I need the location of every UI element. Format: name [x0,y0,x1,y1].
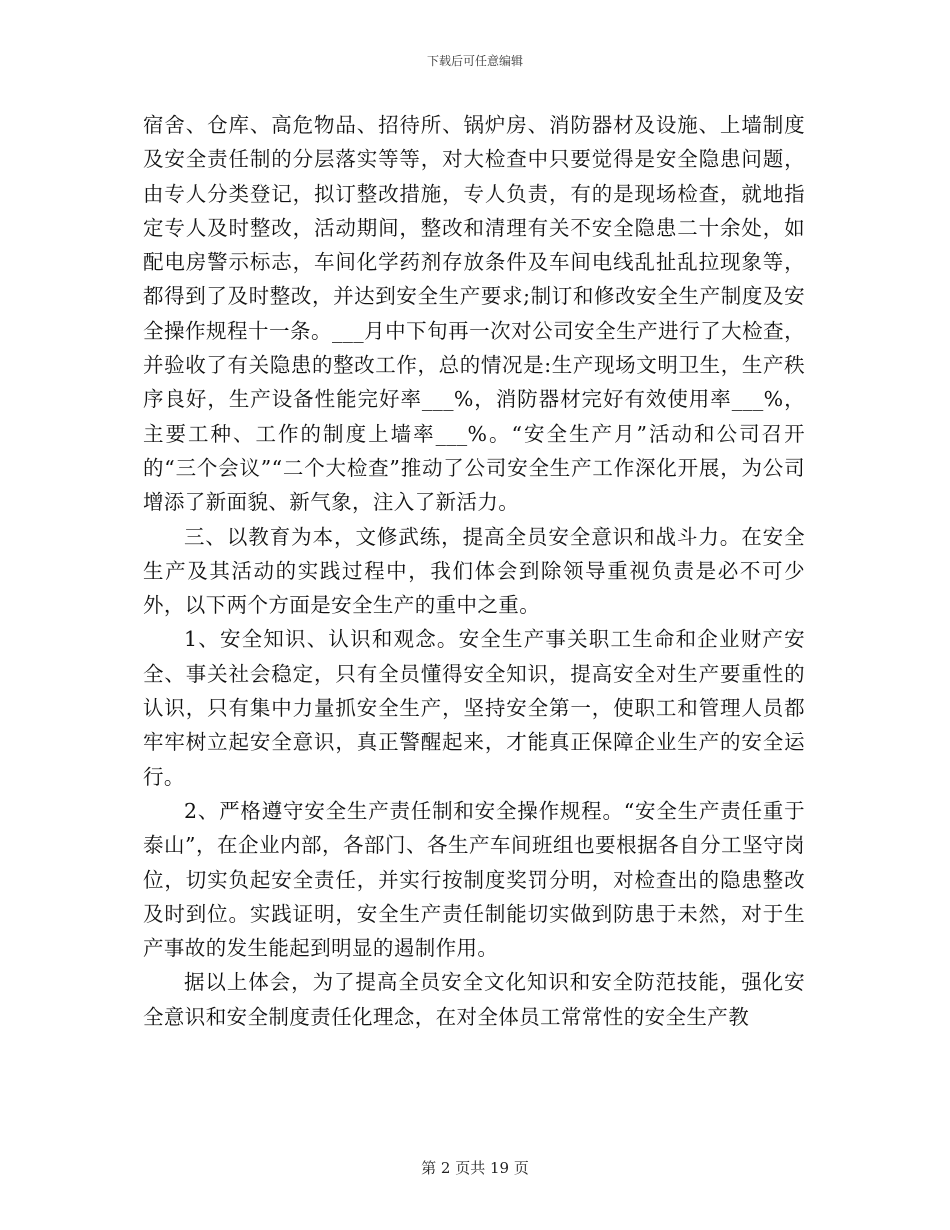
paragraph-1: 宿舍、仓库、高危物品、招待所、锅炉房、消防器材及设施、上墙制度及安全责任制的分层落实等等，对大检查中只要觉得是安全隐患问题，由专人分类登记，拟订整改措施，专人负责，有的是现场检查，就地指定专人及时整改，活动期间，整改和清理有关不安全隐患二十余处，如配电房警示标志，车间化学药剂存放条件及车间电线乱扯乱拉现象等，都得到了及时整改，并达到安全生产要求;制订和修改安全生产制度及安全操作规程十一条。___月中下旬再一次对公司安全生产进行了大检查，并验收了有关隐患的整改工作，总的情况是:生产现场文明卫生，生产秩序良好，生产设备性能完好率___%，消防器材完好有效使用率___%，主要工种、工作的制度上墙率___%。“安全生产月”活动和公司召开的“三个会议”“二个大检查”推动了公司安全生产工作深化开展，为公司增添了新面貌、新气象，注入了新活力。 [143,113,805,515]
paragraph-5: 据以上体会，为了提高全员安全文化知识和安全防范技能，强化安全意识和安全制度责任化理念，在对全体员工常常性的安全生产教 [143,970,805,1029]
paragraph-2: 三、以教育为本，文修武练，提高全员安全意识和战斗力。在安全生产及其活动的实践过程中，我们体会到除领导重视负责是必不可少外，以下两个方面是安全生产的重中之重。 [143,524,805,618]
paragraph-3: 1、安全知识、认识和观念。安全生产事关职工生命和企业财产安全、事关社会稳定，只有全员懂得安全知识，提高安全对生产要重性的认识，只有集中力量抓安全生产，坚持安全第一，使职工和管理人员都牢牢树立起安全意识，真正警醒起来，才能真正保障企业生产的安全运行。 [143,627,805,789]
paragraph-4: 2、严格遵守安全生产责任制和安全操作规程。“安全生产责任重于泰山”，在企业内部，各部门、各生产车间班组也要根据各自分工坚守岗位，切实负起安全责任，并实行按制度奖罚分明，对检查出的隐患整改及时到位。实践证明，安全生产责任制能切实做到防患于未然，对于生产事故的发生能起到明显的遏制作用。 [143,798,805,961]
document-body [143,108,805,1034]
page-header: 下载后可任意编辑 [426,54,523,68]
page-number: 第 2 页共 19 页 [421,1159,529,1177]
